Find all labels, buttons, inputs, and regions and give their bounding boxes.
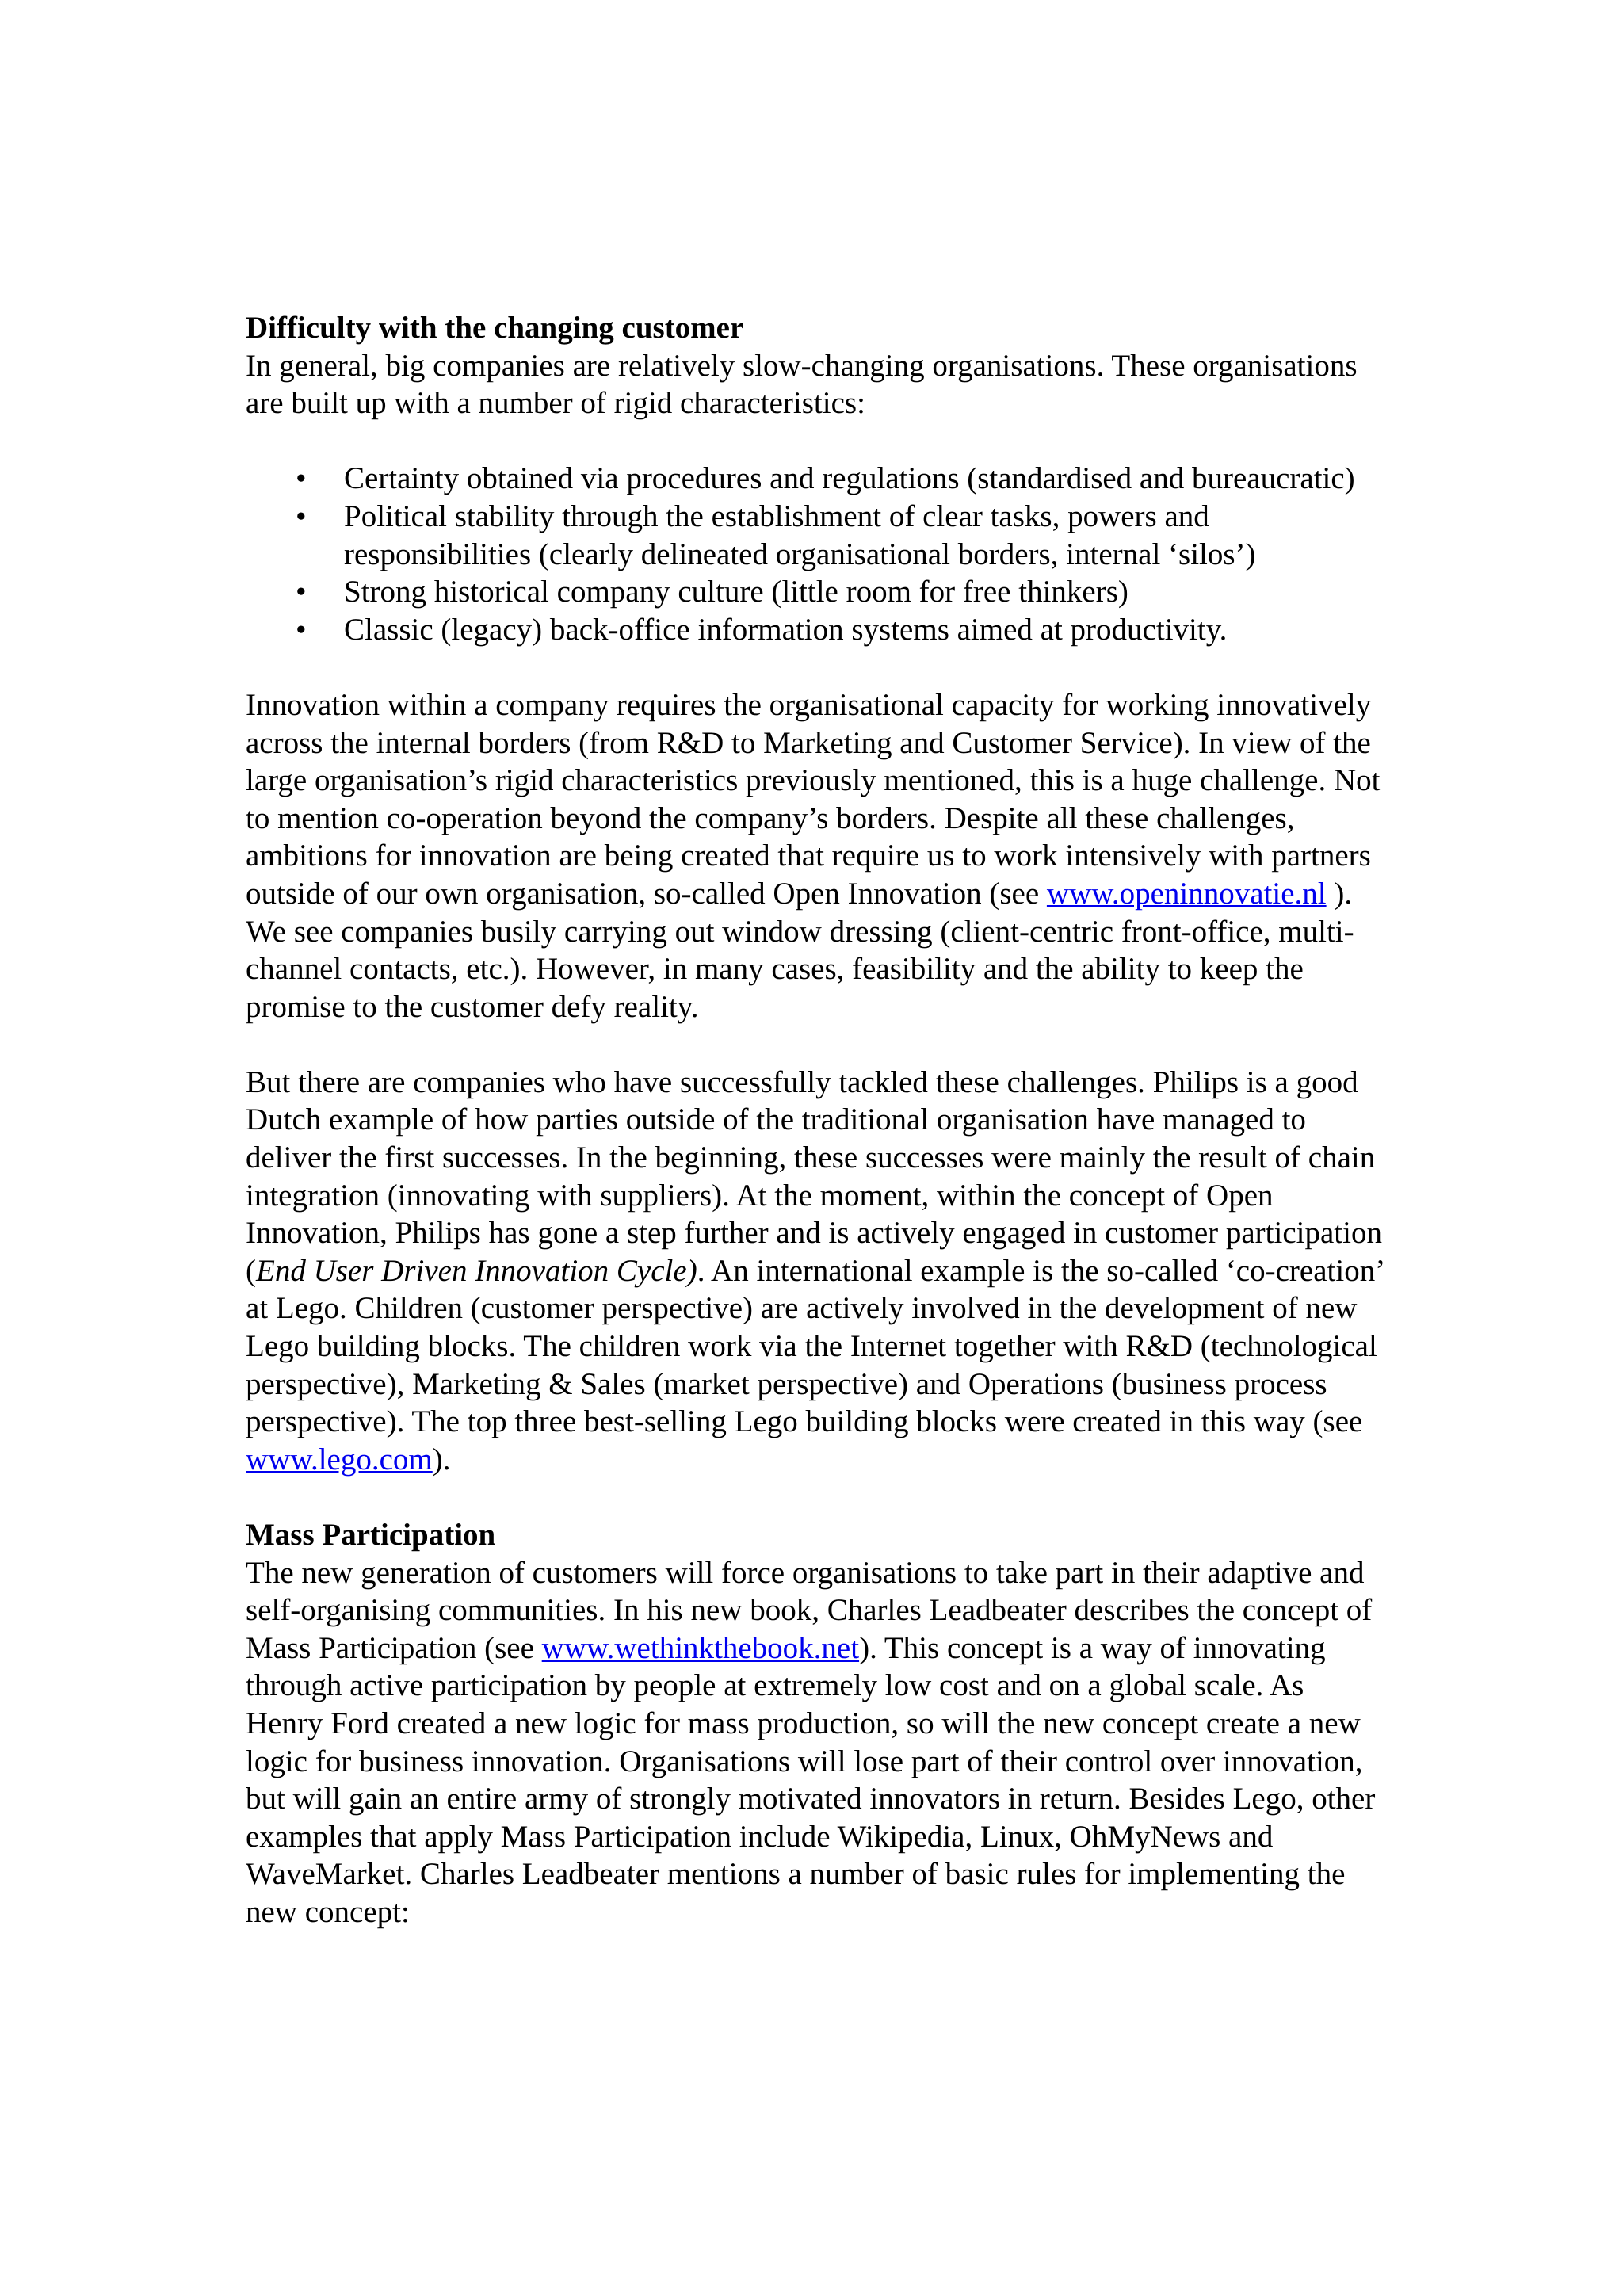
bullet-icon: • [296, 612, 307, 647]
list-item-text: Political stability through the establishment of clear tasks, powers and responsibilities (clearly delineated organisational borders, internal ‘silos’) [344, 499, 1256, 571]
paragraph-text: ). We see companies busily carrying out window dressing (client-centric front-office, multi-channel contacts, etc.). However, in many cases, feasibility and the ability to keep the promise to the customer defy reality. [246, 876, 1354, 1024]
spacer [246, 422, 1387, 460]
section-heading-changing-customer: Difficulty with the changing customer [246, 311, 744, 345]
list-item-text: Certainty obtained via procedures and regulations (standardised and bureaucratic) [344, 461, 1355, 496]
paragraph-text: ). This concept is a way of innovating through active participation by people at extremely low cost and on a global scale. As Henry Ford created a new logic for mass production, so will the new concept create a new logic for business innovation. Organisations will lose part of their control over innovation, but will gain an entire army of strongly motivated innovators in return. Besides Lego, other examples that apply Mass Participation include Wikipedia, Linux, OhMyNews and WaveMarket. Charles Leadbeater mentions a number of basic rules for implementing the new concept: [246, 1630, 1376, 1929]
characteristics-list [246, 460, 1387, 648]
list-item [296, 460, 1387, 498]
italic-text: End User Driven Innovation Cycle) [256, 1253, 697, 1288]
spacer [246, 1478, 1387, 1516]
open-innovation-paragraph [246, 686, 1387, 1026]
lego-link[interactable]: www.lego.com [246, 1442, 433, 1477]
list-item [296, 611, 1387, 649]
spacer [246, 648, 1387, 686]
document-page [246, 309, 1387, 1931]
bullet-icon: • [296, 461, 307, 496]
paragraph-text: ). [432, 1442, 451, 1477]
list-item [296, 498, 1387, 573]
bullet-icon: • [296, 575, 307, 609]
spacer [246, 1026, 1387, 1064]
list-item-text: Classic (legacy) back-office information systems aimed at productivity. [344, 612, 1228, 647]
section-heading-mass-participation: Mass Participation [246, 1518, 496, 1552]
paragraph-text: But there are companies who have successfully tackled these challenges. Philips is a good Dutch example of how parties outside of the traditional organisation have managed to deliver the first successes. In the beginning, these successes were mainly the result of chain integration (innovating with suppliers). At the moment, within the concept of Open Innovation, Philips has gone a step further and is actively engaged in customer participation ( [246, 1064, 1382, 1288]
paragraph-text: Innovation within a company requires the organisational capacity for working innovatively across the internal borders (from R&D to Marketing and Customer Service). In view of the large organisation’s rigid characteristics previously mentioned, this is a huge challenge. Not to mention co-operation beyond the company’s borders. Despite all these challenges, ambitions for innovation are being created that require us to work intensively with partners outside of our own organisation, so-called Open Innovation (see [246, 687, 1381, 911]
paragraph-text: . An international example is the so-called ‘co-creation’ at Lego. Children (customer perspective) are actively involved in the development of new Lego building blocks. The children work via the Internet together with R&D (technological perspective), Marketing & Sales (market perspective) and Operations (business process perspective). The top three best-selling Lego building blocks were created in this way (see [246, 1253, 1384, 1439]
openinnovatie-link[interactable]: www.openinnovatie.nl [1046, 876, 1327, 911]
wethinkthebook-link[interactable]: www.wethinkthebook.net [541, 1630, 860, 1665]
list-item-text: Strong historical company culture (little room for free thinkers) [344, 575, 1128, 609]
philips-lego-paragraph [246, 1064, 1387, 1479]
bullet-icon: • [296, 499, 307, 533]
paragraph-text: The new generation of customers will force organisations to take part in their adaptive and self-organising communities. In his new book, Charles Leadbeater describes the concept of Mass Participation (see [246, 1555, 1373, 1665]
intro-paragraph: In general, big companies are relatively slow-changing organisations. These organisations are built up with a number of rigid characteristics: [246, 348, 1358, 421]
list-item [296, 573, 1387, 611]
mass-participation-paragraph [246, 1554, 1387, 1931]
